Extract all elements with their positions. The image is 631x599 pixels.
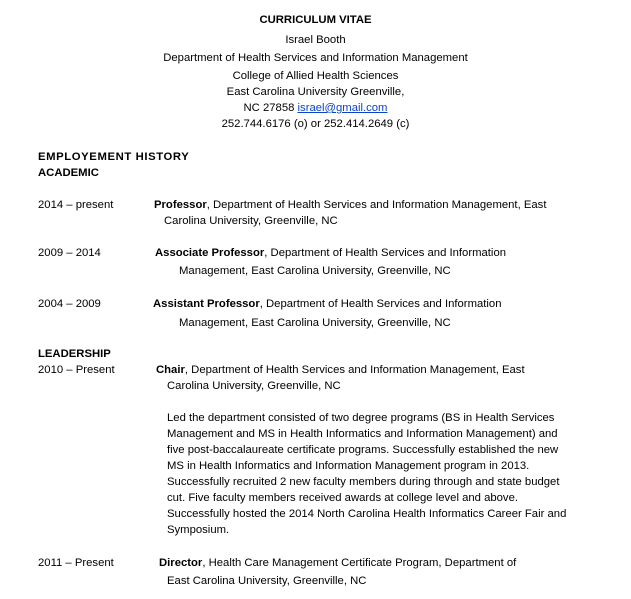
entry-description [167, 410, 603, 538]
entry-line-2: East Carolina University, Greenville, NC [167, 575, 367, 587]
university-line: East Carolina University Greenville, [226, 86, 405, 98]
entry-role: Assistant Professor [153, 298, 260, 310]
entry-dates: 2004 – 2009 [38, 298, 101, 310]
entry-line-1 [153, 296, 501, 312]
employment-history-heading: EMPLOYEMENT HISTORY [38, 151, 190, 163]
email-link[interactable]: israel@gmail.com [297, 102, 388, 114]
entry-dates: 2010 – Present [38, 364, 115, 376]
entry-line-2: Carolina University, Greenville, NC [167, 380, 341, 392]
entry-org: , Department of Health Services and Information [259, 298, 502, 310]
entry-dates: 2011 – Present [38, 557, 114, 569]
description-line: cut. Five faculty members received awards at college level and above. [167, 492, 519, 504]
description-line: Symposium. [167, 524, 230, 536]
description-line: five post-baccalaureate certificate programs. Successfully established the new [167, 444, 559, 456]
leadership-heading: LEADERSHIP [38, 348, 111, 360]
entry-role: Chair [156, 364, 185, 376]
entry-line-2: Management, East Carolina University, Greenville, NC [179, 317, 451, 329]
department-line: Department of Health Services and Information Management [163, 52, 468, 64]
applicant-name: Israel Booth [285, 34, 346, 46]
entry-line-1 [154, 197, 546, 213]
description-line: MS in Health Informatics and Information Management program in 2013. [167, 460, 530, 472]
entry-dates: 2014 – present [38, 199, 114, 211]
description-line: Successfully recruited 2 new faculty members during through and state budget [167, 476, 560, 488]
entry-org: , Department of Health Services and Information [264, 247, 507, 259]
entry-line-1 [155, 245, 506, 261]
phone-line: 252.744.6176 (o) or 252.414.2649 (c) [221, 118, 410, 130]
zip-code: NC 27858 [243, 102, 295, 114]
entry-org: , Department of Health Services and Information Management, East [184, 364, 525, 376]
college-line: College of Allied Health Sciences [232, 70, 399, 82]
entry-org: , Health Care Management Certificate Program, Department of [202, 557, 517, 569]
entry-line-1 [156, 362, 525, 378]
description-line: Successfully hosted the 2014 North Carolina Health Informatics Career Fair and [167, 508, 567, 520]
entry-org: , Department of Health Services and Information Management, East [206, 199, 547, 211]
entry-line-2: Carolina University, Greenville, NC [164, 215, 338, 227]
document-title: CURRICULUM VITAE [259, 14, 372, 26]
entry-role: Associate Professor [155, 247, 265, 259]
entry-role: Professor [154, 199, 207, 211]
description-line: Led the department consisted of two degree programs (BS in Health Services [167, 412, 555, 424]
entry-line-1 [159, 555, 516, 571]
description-line: Management and MS in Health Informatics and Information Management) and [167, 428, 558, 440]
academic-heading: ACADEMIC [38, 167, 99, 179]
entry-role: Director [159, 557, 203, 569]
address-email-line [0, 100, 631, 116]
entry-dates: 2009 – 2014 [38, 247, 101, 259]
entry-line-2: Management, East Carolina University, Greenville, NC [179, 265, 451, 277]
